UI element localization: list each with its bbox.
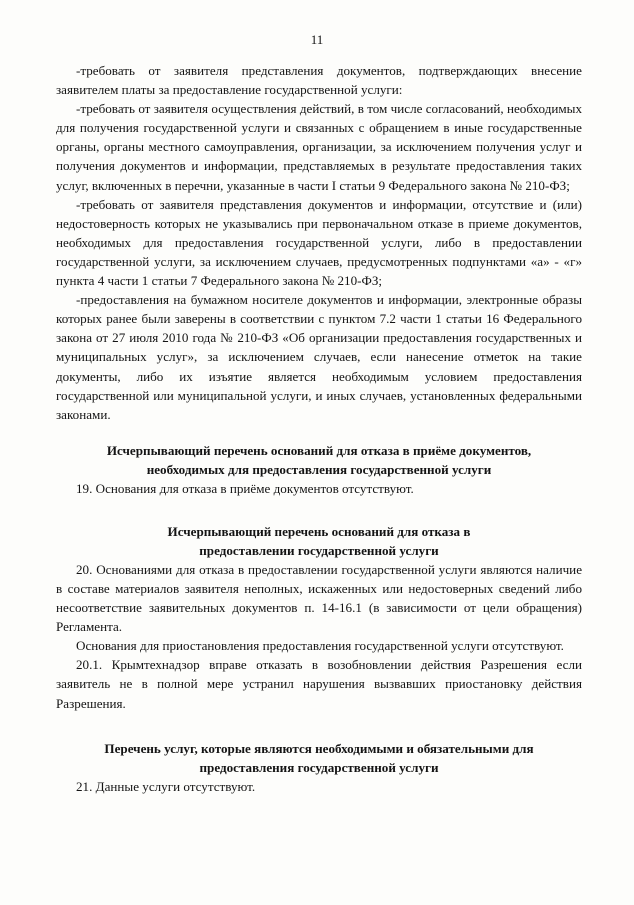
section-spacer	[56, 424, 582, 441]
paragraph-paper-copies: -предоставления на бумажном носителе документов и информации, электронные образы которых ранее были заверены в соответствии с пунктом 7.2 части 1 статьи 16 Федерального закона от 27 июля 2010 года № 210-ФЗ «Об организации предоставления государственных и муниципальных услуг», за исключением случаев, если нанесение отметок на такие документы, либо их изъятие является необходимым условием предоставления государственной или муниципальной услуги, и иных случаев, установленных федеральными законами.	[56, 292, 582, 422]
paragraph-payment-docs: -требовать от заявителя представления документов, подтверждающих внесение заявителем платы за предоставление государственной услуги:	[56, 63, 582, 98]
paragraph-19: 19. Основания для отказа в приёме документов отсутствуют.	[76, 480, 414, 496]
heading-line: Исчерпывающий перечень оснований для отказа в	[167, 523, 471, 539]
heading-line: предоставлении государственной услуги	[199, 542, 439, 558]
section-heading-refusal-acceptance	[56, 441, 582, 479]
paragraph-20: 20. Основаниями для отказа в предоставлении государственной услуги являются наличие в составе материалов заявителя неполных, искаженных или недостоверных сведений либо несоответствие заявительных документов п. 14-16.1 (в зависимости от цели обращения) Регламента.	[56, 561, 582, 635]
paragraph-20-1: 20.1. Крымтехнадзор вправе отказать в возобновлении действия Разрешения если заявитель не в полной мере устранил нарушения вызвавших приостановку действия Разрешения.	[56, 657, 582, 711]
heading-line: Перечень услуг, которые являются необходимыми и обязательными для	[104, 740, 534, 756]
heading-line: Исчерпывающий перечень оснований для отказа в приёме документов,	[106, 442, 532, 458]
paragraph-approvals: -требовать от заявителя осуществления действий, в том числе согласований, необходимых для получения государственной услуги и связанных с обращением в иные государственные органы, органы местного самоуправления, организации, за исключением получения услуг и получения документов и информации, представляемых в результате предоставления таких услуг, включенных в перечни, указанные в части I статьи 9 Федерального закона № 210-ФЗ;	[56, 101, 582, 193]
section-heading-refusal-service	[56, 522, 582, 560]
document-body	[56, 61, 582, 796]
page-number: 11	[310, 32, 324, 47]
heading-line: необходимых для предоставления государственной услуги	[146, 461, 492, 477]
paragraph-missing-info: -требовать от заявителя представления документов и информации, отсутствие и (или) недостоверность которых не указывались при первоначальном отказе в приеме документов, необходимых для предоставления государственной услуги, либо в предоставлении государственной услуги, за исключением случаев, предусмотренных подпунктами «а» - «г» пункта 4 части 1 статьи 7 Федерального закона № 210-ФЗ;	[56, 196, 582, 289]
heading-line: предоставления государственной услуги	[199, 759, 439, 775]
section-spacer	[56, 498, 582, 522]
section-spacer	[56, 713, 582, 739]
paragraph-21: 21. Данные услуги отсутствуют.	[76, 778, 256, 794]
paragraph-suspension: Основания для приостановления предоставления государственной услуги отсутствуют.	[76, 638, 564, 654]
section-heading-required-services	[56, 739, 582, 777]
